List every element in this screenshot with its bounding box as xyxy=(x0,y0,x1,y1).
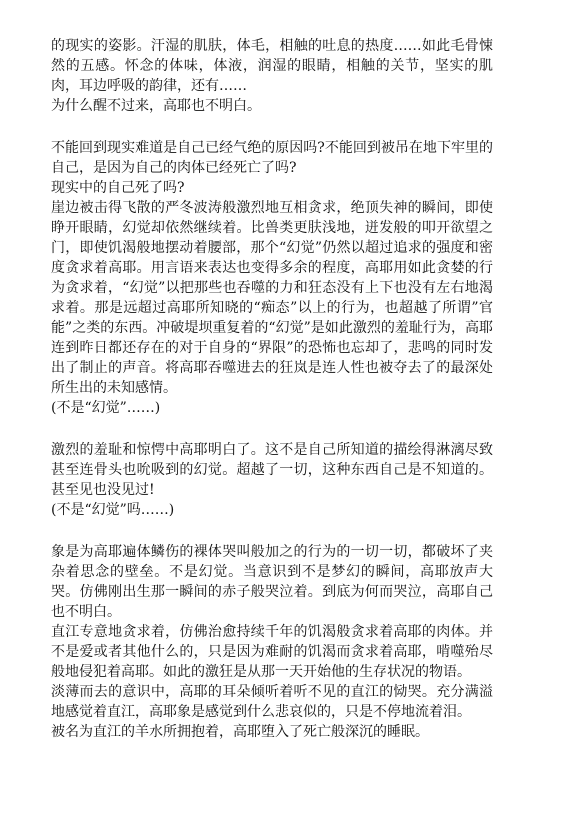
paragraph: 现实中的自己死了吗? xyxy=(51,180,185,196)
paragraph: 为什么醒不过来，高耶也不明白。 xyxy=(51,98,261,114)
paragraph: 激烈的羞耻和惊愕中高耶明白了。这不是自己所知道的描绘得淋漓尽致甚至连骨头也吮吸到的幻觉。超越了一切，这种东西自己是不知道的。甚至见也没见过! xyxy=(51,442,493,498)
paragraph-gap xyxy=(51,418,493,440)
paragraph: 不能回到现实难道是自己已经气绝的原因吗?不能回到被吊在地下牢里的自己，是因为自己的肉体已经死亡了吗? xyxy=(51,140,493,176)
paragraph: 直江专意地贪求着，仿佛治愈持续千年的饥渴般贪求着高耶的肉体。并不是爱或者其他什么的，只是因为难耐的饥渴而贪求着高耶，啃噬殆尽般地侵犯着高耶。如此的激狂是从那一天开始他的生存状况的物语。 xyxy=(51,624,493,680)
paragraph-gap xyxy=(51,116,493,138)
paragraph: 崖边被击得飞散的严冬波涛般激烈地互相贪求，绝顶失神的瞬间，即使睁开眼睛，幻觉却依然继续着。比兽类更肤浅地，迸发般的叩开欲望之门，即使饥渴般地摆动着腰部，那个“幻觉”仍然以超过追求的强度和密度贪求着高耶。用言语来表达也变得多余的程度，高耶用如此贪婪的行为贪求着，“幻觉”以把那些也吞噬的力和狂态没有上下也没有左右地渴求着。那是远超过高耶所知晓的“痴态”以上的行为，也超越了所谓”官能”之类的东西。冲破堤坝重复着的“幻觉”是如此激烈的羞耻行为，高耶连到昨日都还存在的对于自身的“界限”的恐怖也忘却了，悲鸣的同时发出了制止的声音。将高耶吞噬进去的狂岚是连人性也被夺去了的最深处所生出的未知感情。 xyxy=(51,200,493,396)
paragraph: 被名为直江的羊水所拥抱着，高耶堕入了死亡般深沉的睡眠。 xyxy=(51,724,429,740)
paragraph-gap xyxy=(51,520,493,542)
paragraph: 的现实的姿影。汗湿的肌肤，体毛，相触的吐息的热度……如此毛骨悚然的五感。怀念的体味，体液，润湿的眼睛，相触的关节，坚实的肌肉，耳边呼吸的韵律，还有…… xyxy=(51,38,493,94)
paragraph: 淡薄而去的意识中，高耶的耳朵倾听着听不见的直江的恸哭。充分满溢地感觉着直江，高耶象是感觉到什么悲哀似的，只是不停地流着泪。 xyxy=(51,684,493,720)
paragraph: 象是为高耶遍体鳞伤的裸体哭叫般加之的行为的一切一切，都破坏了夹杂着思念的壁垒。不是幻觉。当意识到不是梦幻的瞬间，高耶放声大哭。仿佛刚出生那一瞬间的赤子般哭泣着。到底为何而哭泣，高耶自己也不明白。 xyxy=(51,544,493,620)
paragraph: (不是“幻觉”……) xyxy=(51,400,161,416)
paragraph: (不是“幻觉”吗……) xyxy=(51,502,175,518)
